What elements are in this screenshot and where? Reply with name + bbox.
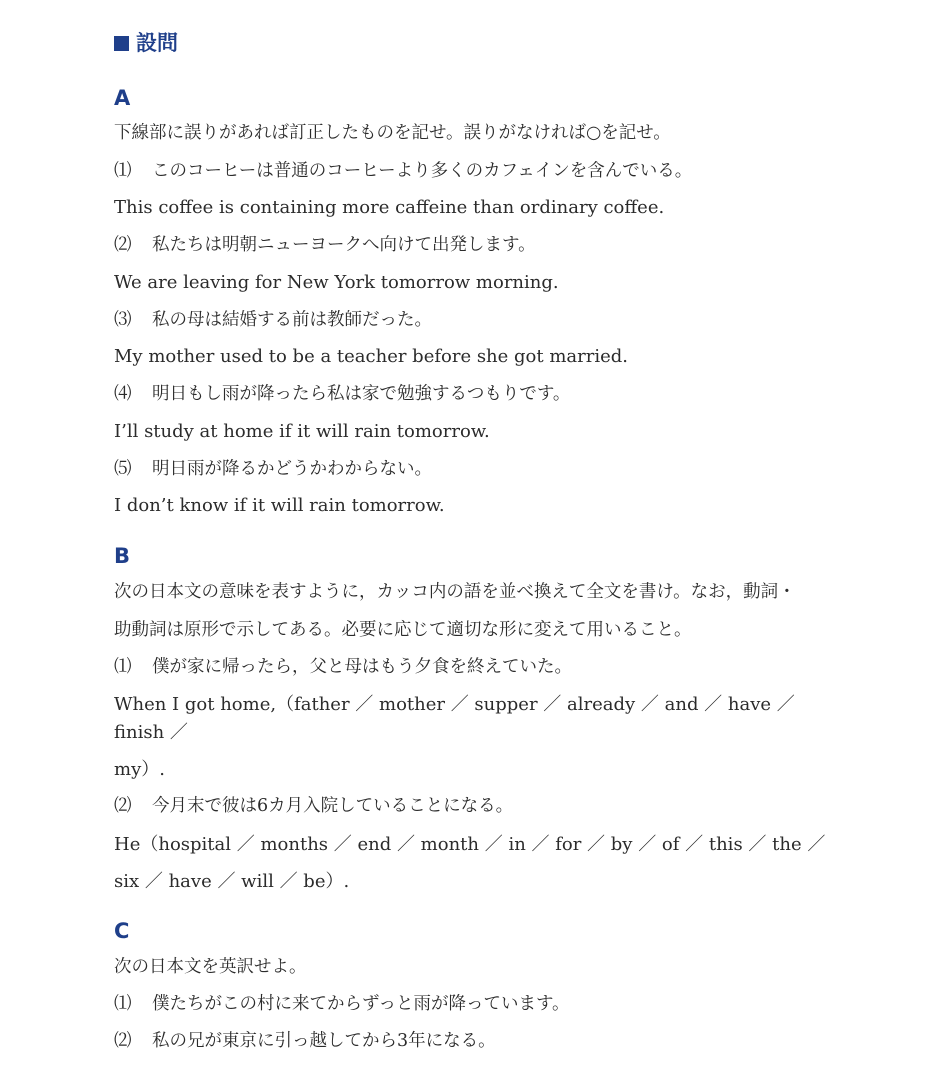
japanese-sentence: 僕が家に帰ったら，父と母はもう夕食を終えていた。: [152, 657, 572, 677]
question-number: ⑵: [114, 796, 132, 816]
question-number: ⑴: [114, 994, 132, 1014]
japanese-sentence: 明日雨が降るかどうかわからない。: [152, 459, 432, 479]
question-a5-english: I don’t know if it will rain tomorrow.: [114, 495, 445, 516]
question-number: ⑸: [114, 459, 132, 479]
question-c2-japanese: [114, 1028, 496, 1054]
section-b-instruction-line2: 助動詞は原形で示してある。必要に応じて適切な形に変えて用いること。: [114, 620, 692, 640]
section-b-instruction-line1: 次の日本文の意味を表すように，カッコ内の語を並べ換えて全文を書け。なお，動詞・: [114, 582, 796, 602]
question-a1-japanese: [114, 158, 692, 184]
question-b1-japanese: [114, 654, 572, 680]
square-bullet-icon: [114, 36, 129, 51]
page-title-text: 設問: [136, 31, 178, 55]
section-c-heading: C: [114, 919, 130, 943]
question-a3-english: My mother used to be a teacher before she got married.: [114, 346, 629, 367]
question-number: ⑵: [114, 1031, 132, 1051]
question-number: ⑴: [114, 161, 132, 181]
section-a-heading: A: [114, 86, 131, 110]
question-a4-japanese: [114, 381, 570, 407]
question-number: ⑵: [114, 235, 132, 255]
question-number: ⑶: [114, 310, 132, 330]
japanese-sentence: 明日もし雨が降ったら私は家で勉強するつもりです。: [152, 384, 571, 404]
japanese-sentence: 私たちは明朝ニューヨークへ向けて出発します。: [152, 235, 536, 255]
question-number: ⑷: [114, 384, 132, 404]
page-title: [114, 28, 178, 58]
japanese-sentence: このコーヒーは普通のコーヒーより多くのカフェインを含んでいる。: [152, 161, 693, 181]
question-b1-english-line3: my）.: [114, 759, 165, 780]
japanese-sentence: 私の兄が東京に引っ越してから3年になる。: [152, 1031, 496, 1051]
section-a-instruction: 下線部に誤りがあれば訂正したものを記せ。誤りがなければ○を記せ。: [114, 123, 671, 143]
question-a4-english: I’ll study at home if it will rain tomorrow.: [114, 421, 490, 442]
question-b1-english-line2: finish ／: [114, 722, 188, 743]
question-b2-english-line1: He（hospital ／ months ／ end ／ month ／ in ／ for ／ by ／ of ／ this ／ the ／: [114, 834, 826, 855]
question-b1-english-line1: When I got home,（father ／ mother ／ supper ／ already ／ and ／ have ／: [114, 694, 795, 715]
question-c1-japanese: [114, 991, 570, 1017]
question-a5-japanese: [114, 456, 432, 482]
question-a3-japanese: [114, 307, 432, 333]
question-b2-english-line2: six ／ have ／ will ／ be）.: [114, 871, 350, 892]
section-b-heading: B: [114, 544, 131, 568]
question-a2-english: We are leaving for New York tomorrow morning.: [114, 272, 559, 293]
section-c-instruction: 次の日本文を英訳せよ。: [114, 957, 307, 977]
question-b2-japanese: [114, 793, 513, 819]
question-a2-japanese: [114, 232, 536, 258]
question-a1-english: This coffee is containing more caffeine than ordinary coffee.: [114, 197, 665, 218]
question-number: ⑴: [114, 657, 132, 677]
japanese-sentence: 私の母は結婚する前は教師だった。: [152, 310, 432, 330]
japanese-sentence: 今月末で彼は6カ月入院していることになる。: [152, 796, 514, 816]
japanese-sentence: 僕たちがこの村に来てからずっと雨が降っています。: [152, 994, 570, 1014]
